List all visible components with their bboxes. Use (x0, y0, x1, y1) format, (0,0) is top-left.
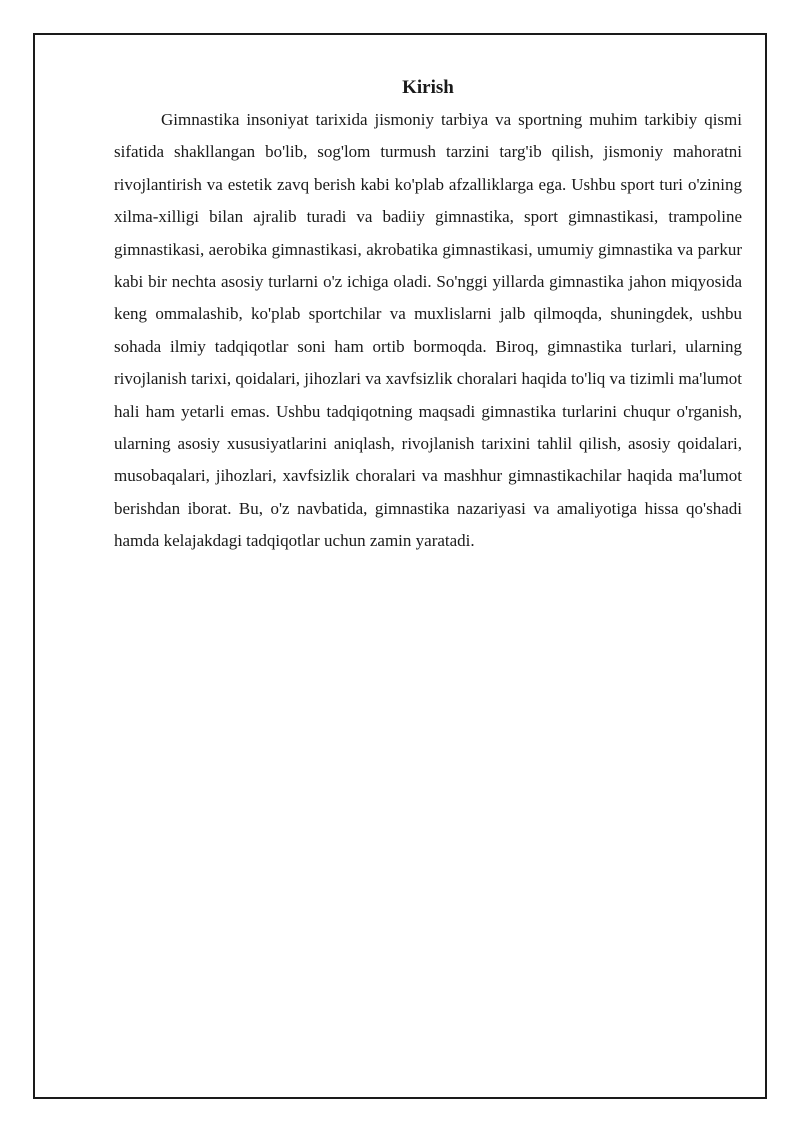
body-paragraph: Gimnastika insoniyat tarixida jismoniy tarbiya va sportning muhim tarkibiy qismi sifatida shakllangan bo'lib, sog'lom turmush tarzini targ'ib qilish, jismoniy mahoratni rivojlantirish va estetik zavq berish kabi ko'plab afzalliklarga ega. Ushbu sport turi o'zining xilma-xilligi bilan ajralib turadi va badiiy gimnastika, sport gimnastikasi, trampoline gimnastikasi, aerobika gimnastikasi, akrobatika gimnastikasi, umumiy gimnastika va parkur kabi bir nechta asosiy turlarni o'z ichiga oladi. So'nggi yillarda gimnastika jahon miqyosida keng ommalashib, ko'plab sportchilar va muxlislarni jalb qilmoqda, shuningdek, ushbu sohada ilmiy tadqiqotlar soni ham ortib bormoqda. Biroq, gimnastika turlari, ularning rivojlanish tarixi, qoidalari, jihozlari va xavfsizlik choralari haqida to'liq va tizimli ma'lumot hali ham yetarli emas. Ushbu tadqiqotning maqsadi gimnastika turlarini chuqur o'rganish, ularning asosiy xususiyatlarini aniqlash, rivojlanish tarixini tahlil qilish, asosiy qoidalari, musobaqalari, jihozlari, xavfsizlik choralari va mashhur gimnastikachilar haqida ma'lumot berishdan iborat. Bu, o'z navbatida, gimnastika nazariyasi va amaliyotiga hissa qo'shadi hamda kelajakdagi tadqiqotlar uchun zamin yaratadi. (114, 110, 742, 551)
section-title: Kirish (402, 77, 454, 98)
page-content (114, 74, 742, 558)
